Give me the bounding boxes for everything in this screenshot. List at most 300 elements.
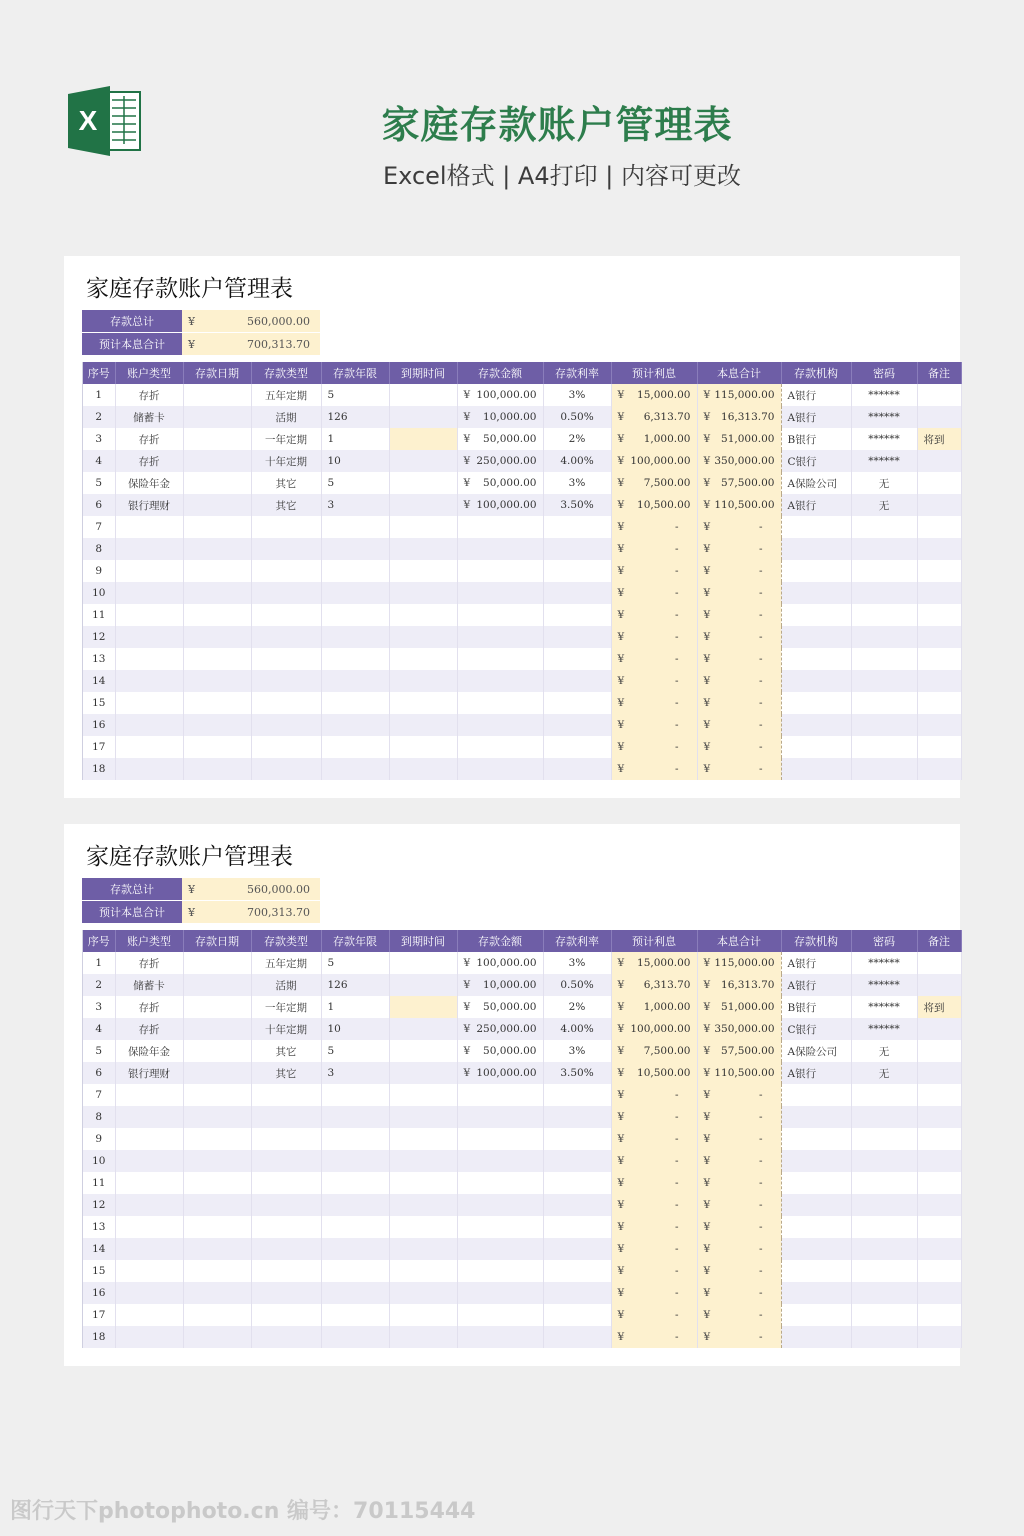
cell-note[interactable] <box>917 648 961 670</box>
cell-due[interactable] <box>389 974 457 996</box>
cell-dtype[interactable] <box>251 1194 321 1216</box>
cell-bank[interactable] <box>781 1260 851 1282</box>
cell-date[interactable] <box>183 1084 251 1106</box>
cell-due[interactable] <box>389 406 457 428</box>
cell-amount[interactable] <box>457 1194 543 1216</box>
column-header[interactable]: 预计利息 <box>611 362 697 384</box>
cell-dtype[interactable] <box>251 626 321 648</box>
cell-interest[interactable] <box>611 692 697 714</box>
cell-no[interactable]: 9 <box>83 1128 115 1150</box>
cell-no[interactable]: 10 <box>83 1150 115 1172</box>
cell-total[interactable] <box>697 1194 781 1216</box>
cell-pwd[interactable] <box>851 1238 917 1260</box>
cell-interest[interactable] <box>611 758 697 780</box>
cell-total[interactable] <box>697 1238 781 1260</box>
column-header[interactable]: 到期时间 <box>389 930 457 952</box>
column-header[interactable]: 备注 <box>917 930 961 952</box>
cell-dtype[interactable] <box>251 1326 321 1348</box>
cell-dtype[interactable] <box>251 736 321 758</box>
cell-rate[interactable] <box>543 758 611 780</box>
cell-due[interactable] <box>389 384 457 406</box>
cell-bank[interactable]: A银行 <box>781 952 851 974</box>
cell-due[interactable] <box>389 1062 457 1084</box>
cell-no[interactable]: 6 <box>83 1062 115 1084</box>
cell-total[interactable] <box>697 450 781 472</box>
cell-years[interactable]: 126 <box>321 974 389 996</box>
cell-bank[interactable] <box>781 736 851 758</box>
cell-years[interactable] <box>321 516 389 538</box>
cell-rate[interactable] <box>543 516 611 538</box>
cell-acct[interactable] <box>115 1238 183 1260</box>
cell-years[interactable]: 5 <box>321 1040 389 1062</box>
cell-interest[interactable] <box>611 648 697 670</box>
cell-interest[interactable] <box>611 582 697 604</box>
column-header[interactable]: 预计利息 <box>611 930 697 952</box>
cell-date[interactable] <box>183 472 251 494</box>
cell-years[interactable] <box>321 648 389 670</box>
cell-amount[interactable] <box>457 626 543 648</box>
cell-acct[interactable] <box>115 648 183 670</box>
cell-note[interactable] <box>917 1128 961 1150</box>
cell-bank[interactable] <box>781 1084 851 1106</box>
cell-due[interactable] <box>389 1150 457 1172</box>
cell-dtype[interactable] <box>251 714 321 736</box>
cell-years[interactable] <box>321 1128 389 1150</box>
cell-amount[interactable] <box>457 952 543 974</box>
cell-amount[interactable] <box>457 1106 543 1128</box>
cell-years[interactable] <box>321 758 389 780</box>
cell-acct[interactable]: 存折 <box>115 450 183 472</box>
cell-note[interactable] <box>917 450 961 472</box>
cell-pwd[interactable] <box>851 1150 917 1172</box>
cell-no[interactable]: 5 <box>83 472 115 494</box>
cell-total[interactable] <box>697 494 781 516</box>
cell-no[interactable]: 1 <box>83 384 115 406</box>
cell-amount[interactable] <box>457 1062 543 1084</box>
cell-bank[interactable]: A银行 <box>781 1062 851 1084</box>
cell-pwd[interactable]: ****** <box>851 384 917 406</box>
cell-no[interactable]: 12 <box>83 1194 115 1216</box>
cell-no[interactable]: 11 <box>83 1172 115 1194</box>
cell-note[interactable] <box>917 736 961 758</box>
cell-years[interactable]: 3 <box>321 494 389 516</box>
cell-dtype[interactable] <box>251 1282 321 1304</box>
cell-amount[interactable] <box>457 516 543 538</box>
cell-due[interactable] <box>389 626 457 648</box>
cell-bank[interactable] <box>781 1326 851 1348</box>
column-header[interactable]: 序号 <box>83 930 115 952</box>
cell-date[interactable] <box>183 406 251 428</box>
cell-dtype[interactable]: 其它 <box>251 494 321 516</box>
cell-no[interactable]: 9 <box>83 560 115 582</box>
cell-years[interactable] <box>321 1282 389 1304</box>
cell-no[interactable]: 2 <box>83 406 115 428</box>
cell-dtype[interactable] <box>251 1106 321 1128</box>
cell-amount[interactable] <box>457 1326 543 1348</box>
cell-interest[interactable] <box>611 626 697 648</box>
cell-note[interactable] <box>917 1062 961 1084</box>
cell-acct[interactable] <box>115 1282 183 1304</box>
cell-acct[interactable]: 银行理财 <box>115 494 183 516</box>
cell-bank[interactable]: B银行 <box>781 428 851 450</box>
cell-total[interactable] <box>697 1326 781 1348</box>
cell-pwd[interactable] <box>851 1282 917 1304</box>
cell-interest[interactable] <box>611 1194 697 1216</box>
cell-interest[interactable] <box>611 538 697 560</box>
cell-bank[interactable] <box>781 1216 851 1238</box>
cell-dtype[interactable]: 一年定期 <box>251 996 321 1018</box>
cell-date[interactable] <box>183 384 251 406</box>
cell-bank[interactable] <box>781 692 851 714</box>
cell-total[interactable] <box>697 974 781 996</box>
cell-bank[interactable] <box>781 1304 851 1326</box>
cell-rate[interactable] <box>543 538 611 560</box>
cell-pwd[interactable] <box>851 1128 917 1150</box>
cell-amount[interactable] <box>457 974 543 996</box>
cell-rate[interactable] <box>543 1282 611 1304</box>
cell-years[interactable]: 1 <box>321 996 389 1018</box>
cell-dtype[interactable]: 一年定期 <box>251 428 321 450</box>
cell-rate[interactable]: 3.50% <box>543 1062 611 1084</box>
cell-acct[interactable] <box>115 582 183 604</box>
summary-amount[interactable]: 700,313.70 <box>210 901 320 924</box>
cell-no[interactable]: 4 <box>83 1018 115 1040</box>
cell-total[interactable] <box>697 604 781 626</box>
cell-dtype[interactable] <box>251 538 321 560</box>
cell-years[interactable]: 10 <box>321 1018 389 1040</box>
cell-total[interactable] <box>697 1106 781 1128</box>
cell-note[interactable] <box>917 1326 961 1348</box>
cell-no[interactable]: 7 <box>83 1084 115 1106</box>
cell-no[interactable]: 8 <box>83 1106 115 1128</box>
cell-due[interactable] <box>389 1172 457 1194</box>
cell-bank[interactable]: C银行 <box>781 450 851 472</box>
cell-dtype[interactable] <box>251 516 321 538</box>
column-header[interactable]: 密码 <box>851 930 917 952</box>
cell-due[interactable] <box>389 692 457 714</box>
cell-bank[interactable] <box>781 516 851 538</box>
cell-bank[interactable] <box>781 648 851 670</box>
cell-no[interactable]: 3 <box>83 428 115 450</box>
cell-total[interactable] <box>697 1018 781 1040</box>
cell-note[interactable] <box>917 626 961 648</box>
cell-due[interactable] <box>389 1018 457 1040</box>
cell-note[interactable] <box>917 974 961 996</box>
cell-total[interactable] <box>697 1062 781 1084</box>
cell-pwd[interactable]: ****** <box>851 406 917 428</box>
cell-dtype[interactable]: 其它 <box>251 1062 321 1084</box>
cell-interest[interactable] <box>611 952 697 974</box>
cell-years[interactable] <box>321 582 389 604</box>
column-header[interactable]: 存款金额 <box>457 930 543 952</box>
cell-date[interactable] <box>183 714 251 736</box>
cell-amount[interactable] <box>457 736 543 758</box>
cell-acct[interactable] <box>115 670 183 692</box>
cell-bank[interactable] <box>781 1282 851 1304</box>
cell-bank[interactable] <box>781 560 851 582</box>
cell-date[interactable] <box>183 736 251 758</box>
cell-note[interactable] <box>917 952 961 974</box>
cell-rate[interactable]: 4.00% <box>543 1018 611 1040</box>
cell-due[interactable] <box>389 516 457 538</box>
cell-note[interactable] <box>917 1172 961 1194</box>
column-header[interactable]: 账户类型 <box>115 930 183 952</box>
cell-dtype[interactable] <box>251 1150 321 1172</box>
cell-acct[interactable] <box>115 1326 183 1348</box>
cell-due[interactable] <box>389 1216 457 1238</box>
cell-years[interactable] <box>321 1150 389 1172</box>
cell-acct[interactable]: 保险年金 <box>115 1040 183 1062</box>
column-header[interactable]: 存款利率 <box>543 362 611 384</box>
cell-years[interactable] <box>321 670 389 692</box>
cell-no[interactable]: 15 <box>83 1260 115 1282</box>
cell-note[interactable] <box>917 692 961 714</box>
cell-pwd[interactable] <box>851 1260 917 1282</box>
cell-dtype[interactable]: 其它 <box>251 472 321 494</box>
cell-acct[interactable]: 存折 <box>115 996 183 1018</box>
cell-years[interactable] <box>321 604 389 626</box>
cell-interest[interactable] <box>611 1260 697 1282</box>
column-header[interactable]: 序号 <box>83 362 115 384</box>
column-header[interactable]: 存款日期 <box>183 362 251 384</box>
cell-amount[interactable] <box>457 1150 543 1172</box>
cell-date[interactable] <box>183 974 251 996</box>
cell-due[interactable] <box>389 952 457 974</box>
cell-interest[interactable] <box>611 1106 697 1128</box>
cell-dtype[interactable] <box>251 758 321 780</box>
cell-rate[interactable] <box>543 1326 611 1348</box>
cell-note[interactable] <box>917 1150 961 1172</box>
cell-note[interactable] <box>917 560 961 582</box>
cell-interest[interactable] <box>611 714 697 736</box>
cell-no[interactable]: 2 <box>83 974 115 996</box>
cell-total[interactable] <box>697 1216 781 1238</box>
cell-amount[interactable] <box>457 1304 543 1326</box>
cell-no[interactable]: 14 <box>83 1238 115 1260</box>
cell-years[interactable]: 5 <box>321 952 389 974</box>
cell-years[interactable] <box>321 692 389 714</box>
cell-note[interactable] <box>917 1282 961 1304</box>
cell-dtype[interactable] <box>251 1172 321 1194</box>
cell-note[interactable] <box>917 604 961 626</box>
cell-total[interactable] <box>697 996 781 1018</box>
cell-pwd[interactable] <box>851 714 917 736</box>
cell-bank[interactable] <box>781 670 851 692</box>
cell-date[interactable] <box>183 1216 251 1238</box>
cell-pwd[interactable]: 无 <box>851 1040 917 1062</box>
cell-rate[interactable] <box>543 1304 611 1326</box>
cell-rate[interactable] <box>543 1172 611 1194</box>
cell-rate[interactable] <box>543 560 611 582</box>
cell-pwd[interactable] <box>851 516 917 538</box>
cell-amount[interactable] <box>457 384 543 406</box>
cell-years[interactable] <box>321 560 389 582</box>
column-header[interactable]: 密码 <box>851 362 917 384</box>
cell-pwd[interactable]: ****** <box>851 952 917 974</box>
cell-bank[interactable] <box>781 538 851 560</box>
cell-due[interactable] <box>389 1282 457 1304</box>
cell-amount[interactable] <box>457 538 543 560</box>
cell-dtype[interactable] <box>251 1238 321 1260</box>
cell-amount[interactable] <box>457 428 543 450</box>
cell-date[interactable] <box>183 670 251 692</box>
cell-date[interactable] <box>183 1172 251 1194</box>
cell-due[interactable] <box>389 736 457 758</box>
cell-pwd[interactable]: 无 <box>851 494 917 516</box>
cell-pwd[interactable]: ****** <box>851 450 917 472</box>
cell-date[interactable] <box>183 1040 251 1062</box>
cell-pwd[interactable]: ****** <box>851 974 917 996</box>
cell-date[interactable] <box>183 1150 251 1172</box>
cell-interest[interactable] <box>611 1084 697 1106</box>
cell-interest[interactable] <box>611 736 697 758</box>
cell-date[interactable] <box>183 1238 251 1260</box>
cell-note[interactable] <box>917 516 961 538</box>
cell-no[interactable]: 14 <box>83 670 115 692</box>
cell-acct[interactable] <box>115 1194 183 1216</box>
cell-acct[interactable] <box>115 604 183 626</box>
cell-no[interactable]: 4 <box>83 450 115 472</box>
cell-bank[interactable]: A银行 <box>781 494 851 516</box>
cell-due[interactable] <box>389 538 457 560</box>
cell-pwd[interactable] <box>851 1172 917 1194</box>
cell-date[interactable] <box>183 1260 251 1282</box>
column-header[interactable]: 存款类型 <box>251 362 321 384</box>
column-header[interactable]: 存款机构 <box>781 362 851 384</box>
cell-amount[interactable] <box>457 1172 543 1194</box>
cell-total[interactable] <box>697 516 781 538</box>
cell-dtype[interactable] <box>251 560 321 582</box>
cell-due[interactable] <box>389 582 457 604</box>
column-header[interactable]: 备注 <box>917 362 961 384</box>
cell-acct[interactable]: 存折 <box>115 428 183 450</box>
cell-dtype[interactable] <box>251 1304 321 1326</box>
cell-dtype[interactable]: 五年定期 <box>251 384 321 406</box>
cell-pwd[interactable] <box>851 1084 917 1106</box>
cell-no[interactable]: 12 <box>83 626 115 648</box>
cell-no[interactable]: 16 <box>83 714 115 736</box>
cell-pwd[interactable]: 无 <box>851 472 917 494</box>
cell-rate[interactable]: 2% <box>543 996 611 1018</box>
cell-note[interactable]: 将到 <box>917 428 961 450</box>
cell-interest[interactable] <box>611 1040 697 1062</box>
cell-years[interactable]: 3 <box>321 1062 389 1084</box>
cell-due[interactable] <box>389 1040 457 1062</box>
cell-rate[interactable]: 0.50% <box>543 974 611 996</box>
cell-interest[interactable] <box>611 494 697 516</box>
cell-due[interactable] <box>389 648 457 670</box>
cell-bank[interactable] <box>781 1194 851 1216</box>
cell-rate[interactable]: 3% <box>543 384 611 406</box>
column-header[interactable]: 存款机构 <box>781 930 851 952</box>
cell-interest[interactable] <box>611 1238 697 1260</box>
cell-note[interactable] <box>917 714 961 736</box>
cell-interest[interactable] <box>611 1282 697 1304</box>
cell-rate[interactable] <box>543 1194 611 1216</box>
cell-acct[interactable]: 存折 <box>115 384 183 406</box>
cell-dtype[interactable]: 十年定期 <box>251 1018 321 1040</box>
cell-note[interactable] <box>917 384 961 406</box>
column-header[interactable]: 存款利率 <box>543 930 611 952</box>
cell-rate[interactable]: 0.50% <box>543 406 611 428</box>
cell-date[interactable] <box>183 692 251 714</box>
cell-due[interactable] <box>389 996 457 1018</box>
cell-no[interactable]: 3 <box>83 996 115 1018</box>
cell-amount[interactable] <box>457 406 543 428</box>
cell-date[interactable] <box>183 648 251 670</box>
cell-interest[interactable] <box>611 1216 697 1238</box>
column-header[interactable]: 本息合计 <box>697 362 781 384</box>
cell-rate[interactable] <box>543 648 611 670</box>
cell-rate[interactable]: 3.50% <box>543 494 611 516</box>
cell-dtype[interactable] <box>251 670 321 692</box>
cell-date[interactable] <box>183 450 251 472</box>
cell-note[interactable] <box>917 758 961 780</box>
cell-interest[interactable] <box>611 1172 697 1194</box>
cell-note[interactable] <box>917 1216 961 1238</box>
cell-bank[interactable] <box>781 714 851 736</box>
cell-bank[interactable]: A保险公司 <box>781 1040 851 1062</box>
cell-years[interactable] <box>321 736 389 758</box>
cell-total[interactable] <box>697 692 781 714</box>
cell-due[interactable] <box>389 450 457 472</box>
cell-amount[interactable] <box>457 758 543 780</box>
cell-total[interactable] <box>697 952 781 974</box>
cell-pwd[interactable]: ****** <box>851 1018 917 1040</box>
cell-acct[interactable] <box>115 1106 183 1128</box>
cell-years[interactable] <box>321 714 389 736</box>
cell-interest[interactable] <box>611 406 697 428</box>
cell-no[interactable]: 13 <box>83 648 115 670</box>
cell-due[interactable] <box>389 1084 457 1106</box>
cell-years[interactable] <box>321 1260 389 1282</box>
cell-bank[interactable] <box>781 626 851 648</box>
cell-date[interactable] <box>183 560 251 582</box>
cell-date[interactable] <box>183 952 251 974</box>
cell-date[interactable] <box>183 1106 251 1128</box>
cell-date[interactable] <box>183 1282 251 1304</box>
cell-acct[interactable]: 保险年金 <box>115 472 183 494</box>
cell-total[interactable] <box>697 736 781 758</box>
cell-total[interactable] <box>697 1282 781 1304</box>
cell-note[interactable] <box>917 494 961 516</box>
cell-years[interactable] <box>321 1326 389 1348</box>
cell-years[interactable] <box>321 1238 389 1260</box>
cell-total[interactable] <box>697 1172 781 1194</box>
cell-date[interactable] <box>183 538 251 560</box>
cell-amount[interactable] <box>457 1238 543 1260</box>
cell-due[interactable] <box>389 758 457 780</box>
cell-rate[interactable] <box>543 1150 611 1172</box>
cell-bank[interactable] <box>781 1172 851 1194</box>
cell-pwd[interactable] <box>851 670 917 692</box>
cell-no[interactable]: 1 <box>83 952 115 974</box>
cell-total[interactable] <box>697 1040 781 1062</box>
cell-note[interactable] <box>917 538 961 560</box>
cell-dtype[interactable] <box>251 648 321 670</box>
cell-acct[interactable] <box>115 1084 183 1106</box>
cell-pwd[interactable]: ****** <box>851 996 917 1018</box>
cell-pwd[interactable] <box>851 1326 917 1348</box>
cell-dtype[interactable] <box>251 1260 321 1282</box>
cell-date[interactable] <box>183 1326 251 1348</box>
cell-due[interactable] <box>389 1238 457 1260</box>
cell-total[interactable] <box>697 1084 781 1106</box>
cell-interest[interactable] <box>611 428 697 450</box>
cell-total[interactable] <box>697 714 781 736</box>
cell-note[interactable] <box>917 1040 961 1062</box>
cell-note[interactable] <box>917 1260 961 1282</box>
